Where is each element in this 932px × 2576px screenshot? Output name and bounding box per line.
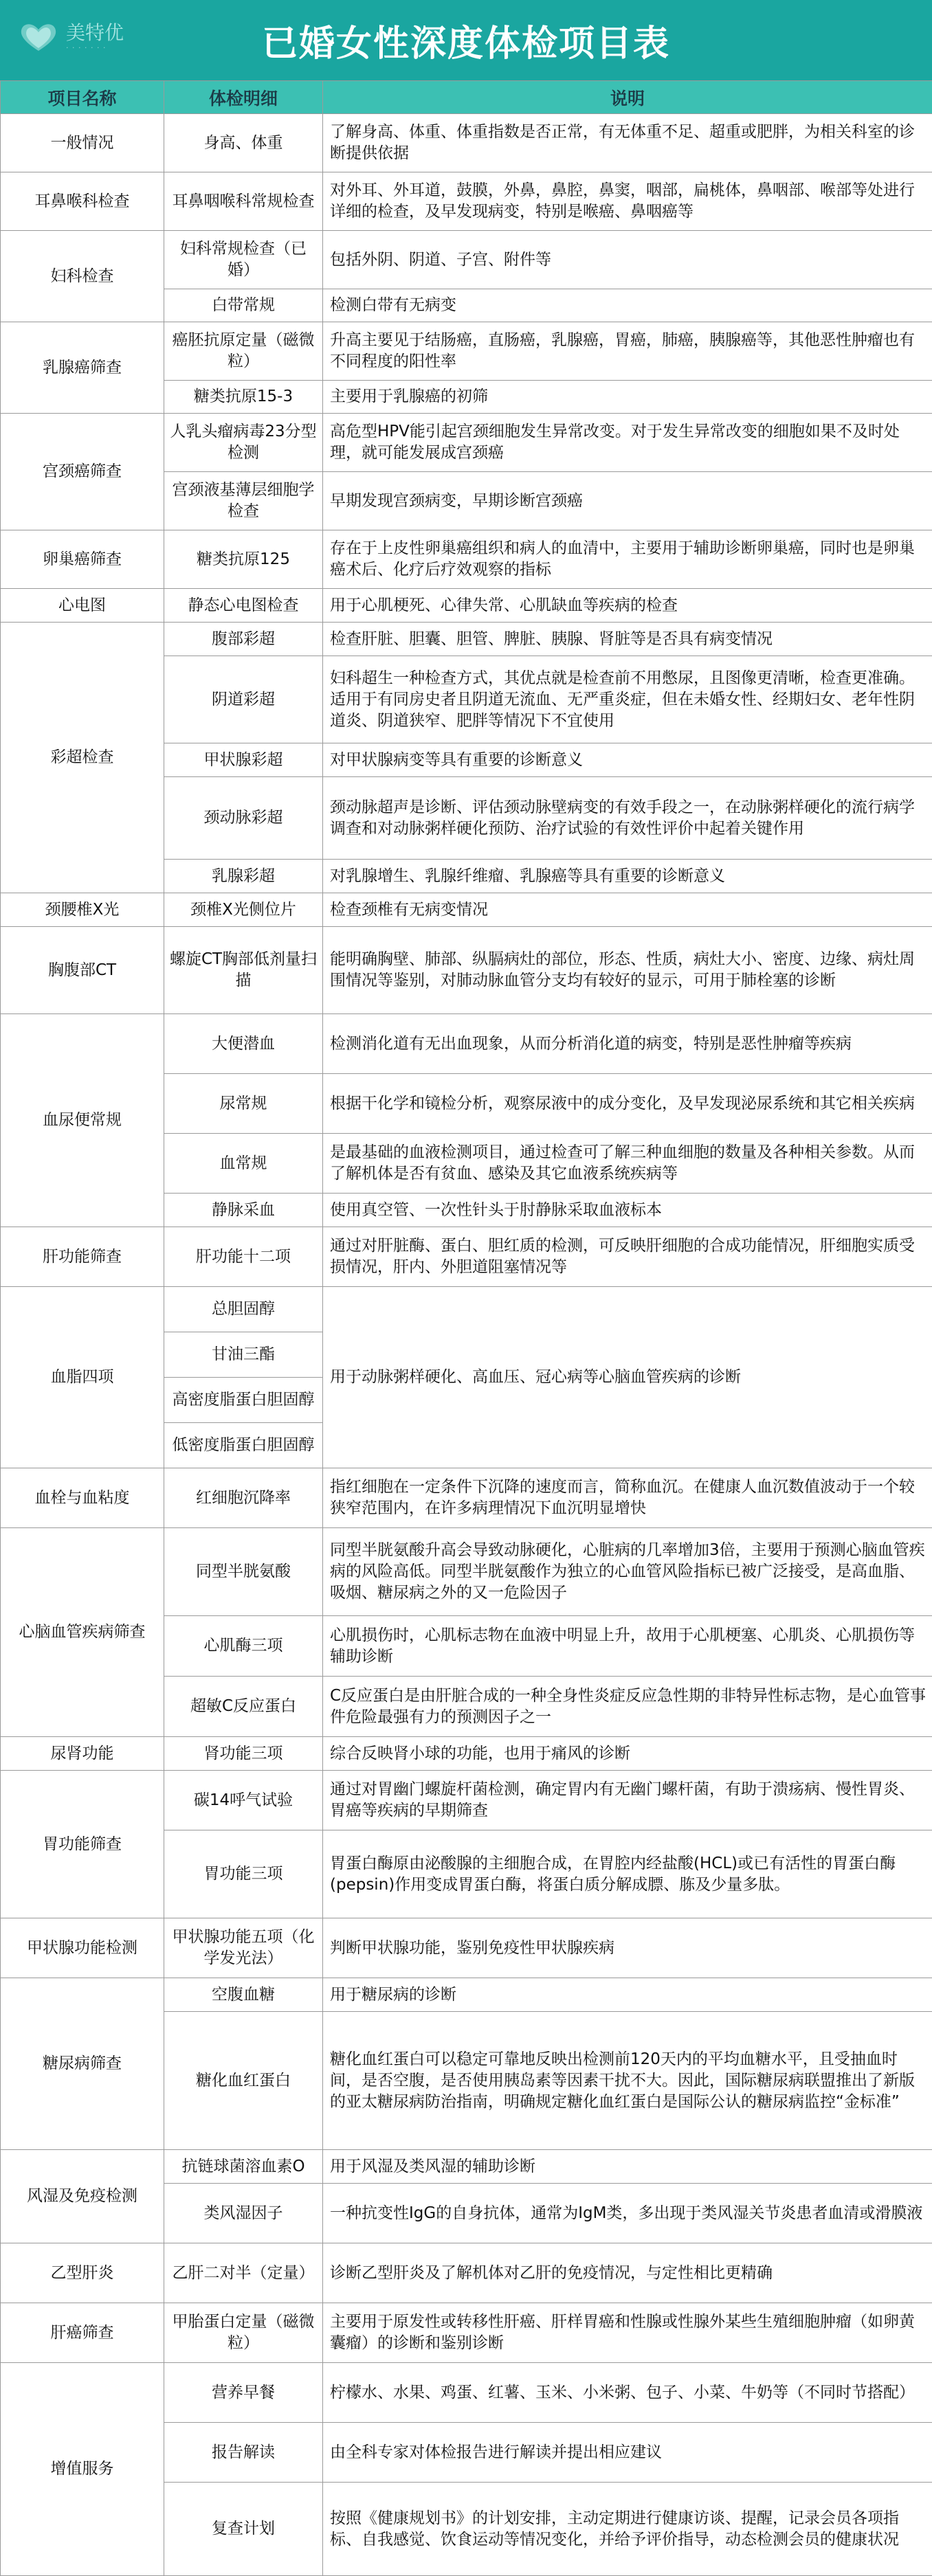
column-header-detail: 体检明细 [164,81,323,114]
item-name-cell: 甲状腺功能检测 [1,1918,164,1978]
exam-detail-cell: 报告解读 [164,2423,323,2483]
exam-detail-cell: 白带常规 [164,289,323,322]
exam-detail-cell: 血常规 [164,1134,323,1194]
description-cell: 高危型HPV能引起宫颈细胞发生异常改变。对于发生异常改变的细胞如果不及时处理，就可能发展成宫颈癌 [323,414,932,472]
description-cell: 早期发现宫颈病变，早期诊断宫颈癌 [323,472,932,530]
table-row [1,893,932,927]
exam-detail-cell: 红细胞沉降率 [164,1468,323,1528]
exam-detail-cell: 大便潜血 [164,1014,323,1074]
description-cell: 判断甲状腺功能，鉴别免疫性甲状腺疾病 [323,1918,932,1978]
exam-detail-cell: 肝功能十二项 [164,1227,323,1287]
exam-detail-cell: 肾功能三项 [164,1737,323,1771]
item-name-cell: 血脂四项 [1,1287,164,1468]
description-cell: 对甲状腺病变等具有重要的诊断意义 [323,743,932,777]
description-cell: 主要用于乳腺癌的初筛 [323,381,932,414]
exam-detail-cell: 静态心电图检查 [164,589,323,623]
description-cell: 包括外阴、阴道、子宫、附件等 [323,231,932,289]
brand-logo [18,21,124,54]
description-cell: 胃蛋白酶原由泌酸腺的主细胞合成，在胃腔内经盐酸(HCL)或已有活性的胃蛋白酶(pepsin)作用变成胃蛋白酶，将蛋白质分解成膘、胨及少量多肽。 [323,1830,932,1918]
item-name-cell: 增值服务 [1,2363,164,2576]
exam-detail-cell: 颈椎X光侧位片 [164,893,323,927]
exam-detail-cell: 糖化血红蛋白 [164,2012,323,2150]
exam-detail-cell: 乙肝二对半（定量） [164,2243,323,2303]
description-cell: 指红细胞在一定条件下沉降的速度而言，简称血沉。在健康人血沉数值波动于一个较狭窄范围内，在许多病理情况下血沉明显增快 [323,1468,932,1528]
exam-detail-cell: 糖类抗原15-3 [164,381,323,414]
description-cell: 是最基础的血液检测项目，通过检查可了解三种血细胞的数量及各种相关参数。从而了解机体是否有贫血、感染及其它血液系统疾病等 [323,1134,932,1194]
item-name-cell: 糖尿病筛查 [1,1978,164,2150]
exam-detail-cell: 高密度脂蛋白胆固醇 [164,1378,323,1423]
description-cell: 颈动脉超声是诊断、评估颈动脉壁病变的有效手段之一，在动脉粥样硬化的流行病学调查和对动脉粥样硬化预防、治疗试验的有效性评价中起着关键作用 [323,777,932,860]
table-row [1,114,932,172]
exam-detail-cell: 螺旋CT胸部低剂量扫描 [164,927,323,1014]
description-cell: 心肌损伤时，心肌标志物在血液中明显上升，故用于心肌梗塞、心肌炎、心肌损伤等辅助诊断 [323,1616,932,1677]
table-row [1,1227,932,1287]
description-cell: 同型半胱氨酸升高会导致动脉硬化，心脏病的几率增加3倍，主要用于预测心脑血管疾病的风险高低。同型半胱氨酸作为独立的心血管风险指标已被广泛接受，是高血脂、吸烟、糖尿病之外的又一危险因子 [323,1528,932,1616]
exam-detail-cell: 心肌酶三项 [164,1616,323,1677]
description-cell: 检测白带有无病变 [323,289,932,322]
table-header-row [1,81,932,114]
description-cell: 能明确胸壁、肺部、纵膈病灶的部位，形态、性质，病灶大小、密度、边缘、病灶周围情况等鉴别，对肺动脉血管分支均有较好的显示，可用于肺栓塞的诊断 [323,927,932,1014]
item-name-cell: 宫颈癌筛查 [1,414,164,530]
description-cell: 主要用于原发性或转移性肝癌、肝样胃癌和性腺或性腺外某些生殖细胞肿瘤（如卵黄囊瘤）的诊断和鉴别诊断 [323,2303,932,2363]
table-row [1,1771,932,1830]
item-name-cell: 胸腹部CT [1,927,164,1014]
exam-detail-cell: 腹部彩超 [164,623,323,656]
exam-detail-cell: 乳腺彩超 [164,860,323,893]
exam-detail-cell: 总胆固醇 [164,1287,323,1332]
column-header-name: 项目名称 [1,81,164,114]
exam-detail-cell: 营养早餐 [164,2363,323,2423]
heart-hands-icon [18,21,59,54]
table-row [1,231,932,289]
description-cell: 升高主要见于结肠癌，直肠癌，乳腺癌，胃癌，肺癌，胰腺癌等，其他恶性肿瘤也有不同程度的阳性率 [323,322,932,381]
page-header [0,0,932,80]
brand-name: 美特优 [66,21,124,44]
description-cell: 按照《健康规划书》的计划安排，主动定期进行健康访谈、提醒，记录会员各项指标、自我感觉、饮食运动等情况变化，并给予评价指导，动态检测会员的健康状况 [323,2483,932,2576]
table-row [1,322,932,381]
item-name-cell: 卵巢癌筛查 [1,530,164,589]
exam-detail-cell: 低密度脂蛋白胆固醇 [164,1423,323,1468]
table-row [1,1737,932,1771]
exam-detail-cell: 颈动脉彩超 [164,777,323,860]
item-name-cell: 血尿便常规 [1,1014,164,1227]
exam-detail-cell: 类风湿因子 [164,2184,323,2243]
table-row [1,172,932,231]
description-cell: 柠檬水、水果、鸡蛋、红薯、玉米、小米粥、包子、小菜、牛奶等（不同时节搭配） [323,2363,932,2423]
exam-detail-cell: 超敏C反应蛋白 [164,1677,323,1737]
description-cell: 用于心肌梗死、心律失常、心肌缺血等疾病的检查 [323,589,932,623]
exam-detail-cell: 甲胎蛋白定量（磁微粒） [164,2303,323,2363]
item-name-cell: 心电图 [1,589,164,623]
table-row [1,1014,932,1074]
item-name-cell: 胃功能筛查 [1,1771,164,1918]
table-row [1,1468,932,1528]
description-cell: 糖化血红蛋白可以稳定可靠地反映出检测前120天内的平均血糖水平，且受抽血时间，是否空腹，是否使用胰岛素等因素干扰不大。因此，国际糖尿病联盟推出了新版的亚太糖尿病防治指南，明确规定糖化血红蛋白是国际公认的糖尿病监控“金标准” [323,2012,932,2150]
table-row [1,530,932,589]
description-cell: 用于糖尿病的诊断 [323,1978,932,2012]
description-cell: 检查颈椎有无病变情况 [323,893,932,927]
item-name-cell: 尿肾功能 [1,1737,164,1771]
item-name-cell: 一般情况 [1,114,164,172]
exam-detail-cell: 癌胚抗原定量（磁微粒） [164,322,323,381]
description-cell: 对乳腺增生、乳腺纤维瘤、乳腺癌等具有重要的诊断意义 [323,860,932,893]
item-name-cell: 乙型肝炎 [1,2243,164,2303]
table-row [1,1287,932,1332]
description-cell: 检测消化道有无出血现象，从而分析消化道的病变，特别是恶性肿瘤等疾病 [323,1014,932,1074]
page-title: 已婚女性深度体检项目表 [262,14,670,66]
item-name-cell: 肝功能筛查 [1,1227,164,1287]
exam-detail-cell: 人乳头瘤病毒23分型检测 [164,414,323,472]
exam-detail-cell: 碳14呼气试验 [164,1771,323,1830]
item-name-cell: 颈腰椎X光 [1,893,164,927]
description-cell: 根据干化学和镜检分析，观察尿液中的成分变化，及早发现泌尿系统和其它相关疾病 [323,1074,932,1134]
exam-detail-cell: 妇科常规检查（已婚） [164,231,323,289]
description-cell: 由全科专家对体检报告进行解读并提出相应建议 [323,2423,932,2483]
table-row [1,414,932,472]
description-cell: 妇科超生一种检查方式，其优点就是检查前不用憋尿，且图像更清晰，检查更准确。适用于有同房史者且阴道无流血、无严重炎症，但在未婚女性、经期妇女、老年性阴道炎、阴道狭窄、肥胖等情况下不宜使用 [323,656,932,743]
description-cell: 通过对胃幽门螺旋杆菌检测，确定胃内有无幽门螺杆菌，有助于溃疡病、慢性胃炎、胃癌等疾病的早期筛查 [323,1771,932,1830]
table-row [1,623,932,656]
description-cell: 综合反映肾小球的功能，也用于痛风的诊断 [323,1737,932,1771]
brand-tagline-mark: · · · · · · · [66,44,124,53]
exam-detail-cell: 耳鼻咽喉科常规检查 [164,172,323,231]
item-name-cell: 彩超检查 [1,623,164,893]
item-name-cell: 肝癌筛查 [1,2303,164,2363]
table-row [1,1918,932,1978]
table-row [1,927,932,1014]
exam-detail-cell: 阴道彩超 [164,656,323,743]
exam-detail-cell: 抗链球菌溶血素O [164,2150,323,2184]
exam-detail-cell: 尿常规 [164,1074,323,1134]
item-name-cell: 血栓与血粘度 [1,1468,164,1528]
exam-detail-cell: 甘油三酯 [164,1332,323,1378]
description-cell: 对外耳、外耳道，鼓膜，外鼻，鼻腔，鼻窦，咽部，扁桃体，鼻咽部、喉部等处进行详细的检查，及早发现病变，特别是喉癌、鼻咽癌等 [323,172,932,231]
table-row [1,2363,932,2423]
item-name-cell: 心脑血管疾病筛查 [1,1528,164,1737]
table-body [1,114,932,2576]
table-row [1,589,932,623]
table-row [1,2243,932,2303]
description-cell: 了解身高、体重、体重指数是否正常，有无体重不足、超重或肥胖，为相关科室的诊断提供依据 [323,114,932,172]
table-row [1,2150,932,2184]
exam-detail-cell: 复查计划 [164,2483,323,2576]
description-cell: 通过对肝脏酶、蛋白、胆红质的检测，可反映肝细胞的合成功能情况，肝细胞实质受损情况，肝内、外胆道阻塞情况等 [323,1227,932,1287]
exam-detail-cell: 甲状腺彩超 [164,743,323,777]
description-cell: 存在于上皮性卵巢癌组织和病人的血清中，主要用于辅助诊断卵巢癌，同时也是卵巢癌术后、化疗后疗效观察的指标 [323,530,932,589]
description-cell: C反应蛋白是由肝脏合成的一种全身性炎症反应急性期的非特异性标志物，是心血管事件危险最强有力的预测因子之一 [323,1677,932,1737]
item-name-cell: 风湿及免疫检测 [1,2150,164,2243]
exam-detail-cell: 身高、体重 [164,114,323,172]
exam-detail-cell: 甲状腺功能五项（化学发光法） [164,1918,323,1978]
table-row [1,1978,932,2012]
item-name-cell: 乳腺癌筛查 [1,322,164,414]
table-row [1,2303,932,2363]
description-cell: 使用真空管、一次性针头于肘静脉采取血液标本 [323,1194,932,1227]
exam-items-table [0,80,932,2576]
exam-detail-cell: 胃功能三项 [164,1830,323,1918]
exam-detail-cell: 糖类抗原125 [164,530,323,589]
exam-detail-cell: 同型半胱氨酸 [164,1528,323,1616]
column-header-desc: 说明 [323,81,932,114]
description-cell: 诊断乙型肝炎及了解机体对乙肝的免疫情况，与定性相比更精确 [323,2243,932,2303]
exam-detail-cell: 空腹血糖 [164,1978,323,2012]
exam-detail-cell: 宫颈液基薄层细胞学检查 [164,472,323,530]
description-cell: 用于动脉粥样硬化、高血压、冠心病等心脑血管疾病的诊断 [323,1287,932,1468]
description-cell: 用于风湿及类风湿的辅助诊断 [323,2150,932,2184]
description-cell: 检查肝脏、胆囊、胆管、脾脏、胰腺、肾脏等是否具有病变情况 [323,623,932,656]
exam-detail-cell: 静脉采血 [164,1194,323,1227]
item-name-cell: 耳鼻喉科检查 [1,172,164,231]
table-row [1,1528,932,1616]
description-cell: 一种抗变性IgG的自身抗体，通常为IgM类，多出现于类风湿关节炎患者血清或滑膜液 [323,2184,932,2243]
item-name-cell: 妇科检查 [1,231,164,322]
